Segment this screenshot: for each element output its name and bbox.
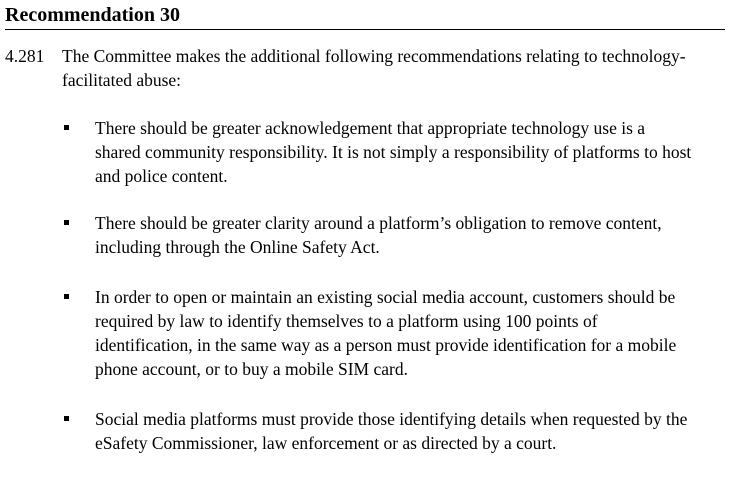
- paragraph-text: The Committee makes the additional following recommendations relating to technology-facilitated abuse:: [62, 46, 686, 90]
- recommendation-heading: Recommendation 30: [5, 3, 725, 30]
- bullet-icon: [64, 294, 69, 299]
- recommendation-paragraph: [5, 44, 725, 92]
- bullet-icon: [64, 220, 69, 225]
- paragraph-number: 4.281: [5, 46, 45, 66]
- bullet-icon: [64, 416, 69, 421]
- list-item-text: There should be greater acknowledgement that appropriate technology use is a shared community responsibility. It is not simply a responsibility of platforms to host and police content.: [95, 118, 692, 186]
- list-item-text: Social media platforms must provide those identifying details when requested by the eSafety Commissioner, law enforcement or as directed by a court.: [95, 409, 688, 453]
- bullet-icon: [64, 125, 69, 130]
- list-item-text: In order to open or maintain an existing social media account, customers should be required by law to identify themselves to a platform using 100 points of identification, in the same way as a person must provide identification for a mobile phone account, or to buy a mobile SIM card.: [95, 287, 677, 379]
- list-item-text: There should be greater clarity around a platform’s obligation to remove content, including through the Online Safety Act.: [95, 213, 662, 257]
